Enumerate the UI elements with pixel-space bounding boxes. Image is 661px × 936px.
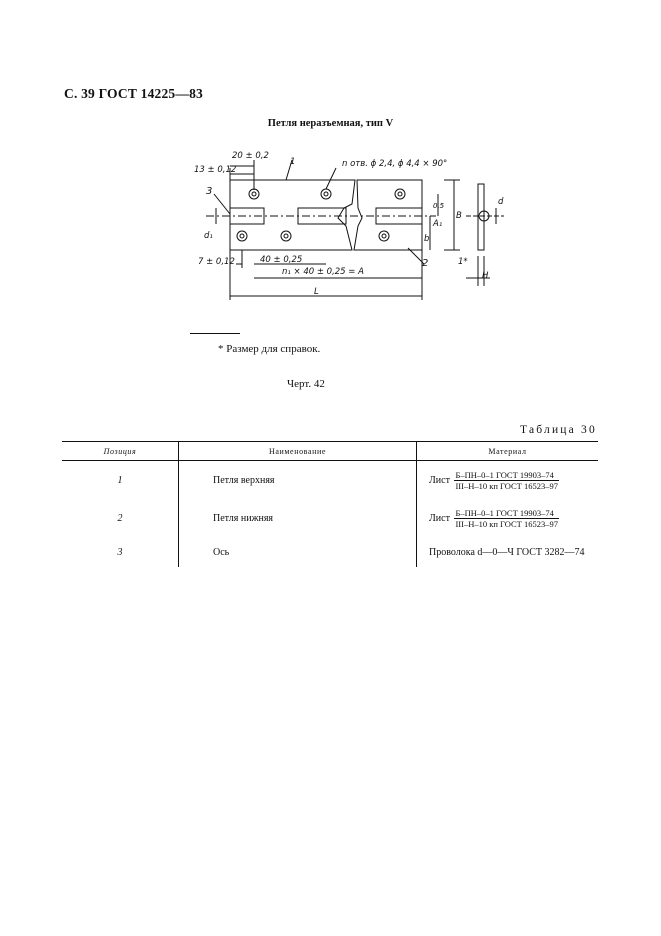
material-prefix: Лист (429, 512, 450, 524)
dim-A1: A₁ (433, 219, 443, 229)
dim-d1: d₁ (204, 231, 213, 241)
page-header: С. 39 ГОСТ 14225—83 (64, 86, 203, 101)
cell-material: Проволока d—0—Ч ГОСТ 3282—74 (417, 537, 599, 567)
hole-upper-3 (395, 189, 405, 199)
table-row (62, 461, 598, 500)
material-fraction (454, 470, 559, 491)
material-numerator: Б–ПН–0–1 ГОСТ 19903–74 (454, 470, 559, 481)
leader-label-2: 2 (422, 258, 429, 269)
table-header-row (62, 442, 598, 461)
col-header-position: Позиция (62, 442, 179, 461)
material-denominator: III–Н–10 кп ГОСТ 16523–97 (455, 518, 558, 529)
hole-lower-1 (237, 231, 247, 241)
hole-upper-2 (321, 189, 331, 199)
dim-L: L (314, 287, 319, 297)
dim-b: b (424, 234, 430, 244)
material-denominator: III–Н–10 кп ГОСТ 16523–97 (455, 480, 558, 491)
dim-40: 40 ± 0,25 (260, 255, 303, 265)
hole-lower-3 (379, 231, 389, 241)
left-leaf-outline (230, 180, 355, 250)
leader-label-3: 3 (206, 186, 213, 197)
holes-note: n отв. ϕ 2,4, ϕ 4,4 × 90° (342, 159, 448, 169)
cell-position: 2 (117, 512, 123, 524)
footnote-rule (190, 333, 240, 334)
leader-label-1: 1 (290, 157, 296, 167)
cell-material (417, 461, 599, 500)
cell-name: Петля нижняя (179, 499, 417, 537)
dim-05: 0,5 (433, 202, 445, 210)
dim-n1: n₁ × 40 ± 0,25 = A (282, 267, 364, 277)
material-numerator: Б–ПН–0–1 ГОСТ 19903–74 (454, 508, 559, 519)
drawing-title: Петля неразъемная, тип V (267, 118, 394, 129)
dim-13: 13 ± 0,12 (194, 165, 237, 175)
col-header-material: Материал (417, 442, 599, 461)
dim-7: 7 ± 0,12 (198, 257, 235, 267)
spec-table (62, 441, 598, 567)
cell-position: 1 (117, 474, 123, 486)
table-row (62, 499, 598, 537)
table-row (62, 537, 598, 567)
material-fraction (454, 508, 559, 529)
dim-1star: 1* (458, 257, 468, 267)
cell-name: Ось (179, 537, 417, 567)
dim-d: d (498, 197, 504, 207)
footnote: * Размер для справок. (218, 343, 321, 355)
cell-name: Петля верхняя (179, 461, 417, 500)
col-header-name: Наименование (179, 442, 417, 461)
figure-caption: Черт. 42 (287, 378, 325, 390)
dim-20: 20 ± 0,2 (232, 151, 269, 161)
hinge-drawing (186, 146, 516, 311)
dim-B: B (456, 211, 462, 221)
cell-position: 3 (117, 546, 123, 558)
hole-lower-2 (281, 231, 291, 241)
hole-upper-1 (249, 189, 259, 199)
dim-H: H (482, 271, 489, 281)
table-caption: Таблица 30 (520, 424, 597, 436)
cell-material (417, 499, 599, 537)
material-prefix: Лист (429, 474, 450, 486)
